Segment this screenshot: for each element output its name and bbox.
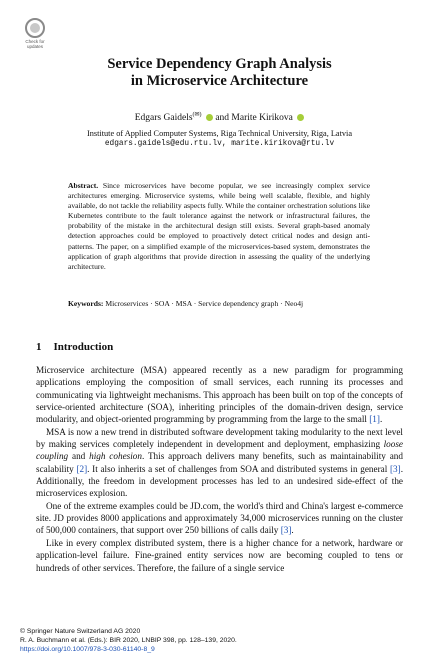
copyright: © Springer Nature Switzerland AG 2020 bbox=[20, 628, 141, 635]
abstract-label: Abstract. bbox=[68, 181, 99, 190]
title-line-2: in Microservice Architecture bbox=[130, 73, 309, 89]
publication-info: R. A. Buchmann et al. (Eds.): BIR 2020, LNBIP 398, pp. 128–139, 2020. bbox=[20, 637, 237, 644]
citation-link[interactable]: [3] bbox=[280, 525, 292, 536]
paragraph: MSA is now a new trend in distributed software development taking modularity to the next level by making services completely independent in development and deployment, emphasizing loose coupling and high cohesion. This approach delivers many benefits, such as maintainability and scalability [2]. It also inherits a set of challenges from SOA and distributed systems in general [3]. Additionally, the freedom in development processes has led to an undesired side-effect of the microservices explosion. bbox=[36, 426, 403, 499]
author-1-name: Edgars Gaidels bbox=[134, 113, 193, 124]
section-number: 1 bbox=[36, 341, 42, 353]
authors bbox=[0, 111, 439, 123]
paragraph: Like in every complex distributed system, there is a higher chance for a network, hardware or application-level failure. Fine-grained entity services now are becoming coupled to tens or hundreds of other services. Therefore, the failure of a single service bbox=[36, 537, 403, 573]
paragraph: Microservice architecture (MSA) appeared recently as a new paradigm for programming applications employing the composition of small services, each running its processes and communicating via lightweight mechanisms. This approach has been built on top of the concepts of service-oriented architecture (SOA), inheriting principles of the domain-driven design, service modularity, and object-oriented programming by programming from the large to the small [1]. bbox=[36, 365, 403, 425]
abstract bbox=[68, 181, 370, 272]
abstract-text: Since microservices have become popular, we see increasingly complex service architectures emerging. Microservice systems, while being well scalable, flexible, and highly available, do not tackle the reliability aspects fully. While the container orchestration solutions like Kubernetes contribute to the fault tolerance against the network or infrastructural failures, the probability of the mistake in the architectural design still exists. Several graph-based anomaly detection approaches could be employed to proactively detect critical nodes and design anti-patterns. The paper, on a simplified example of the microservices-based system, demonstrates the application of graph algorithms that provide direction in assessing the quality of the underlying architecture. bbox=[68, 181, 370, 271]
title-line-1: Service Dependency Graph Analysis bbox=[107, 56, 332, 72]
keywords-label: Keywords: bbox=[68, 299, 104, 308]
body-text bbox=[36, 364, 403, 574]
doi-link[interactable]: https://doi.org/10.1007/978-3-030-61140-8_9 bbox=[20, 646, 155, 653]
section-title: Introduction bbox=[53, 341, 114, 353]
paper-title bbox=[0, 56, 439, 90]
author-emails: edgars.gaidels@edu.rtu.lv, marite.kirikova@rtu.lv bbox=[104, 140, 335, 148]
keywords-text: Microservices · SOA · MSA · Service dependency graph · Neo4j bbox=[105, 299, 304, 308]
affiliation bbox=[0, 128, 439, 150]
paragraph: One of the extreme examples could be JD.com, the world's third and China's largest e-commerce site. JD provides 8000 applications and approximately 34,000 microservices running on the cluster of 500,000 containers, that support over 250 billions of calls daily [3]. bbox=[36, 500, 403, 536]
section-heading bbox=[36, 341, 113, 353]
corresponding-author-mark: (✉) bbox=[192, 112, 202, 118]
citation-link[interactable]: [2] bbox=[76, 463, 88, 474]
institute: Institute of Applied Computer Systems, Riga Technical University, Riga, Latvia bbox=[86, 129, 353, 138]
citation-link[interactable]: [3] bbox=[389, 463, 401, 474]
footer bbox=[20, 627, 420, 654]
author-conjunction: and bbox=[215, 113, 230, 124]
orcid-icon[interactable] bbox=[297, 114, 304, 121]
citation-link[interactable]: [1] bbox=[369, 414, 380, 425]
check-for-updates-badge[interactable] bbox=[22, 18, 48, 49]
keywords bbox=[68, 299, 370, 309]
orcid-icon[interactable] bbox=[206, 114, 213, 121]
check-for-updates-icon bbox=[25, 18, 45, 38]
badge-label: Check for updates bbox=[25, 39, 45, 49]
author-2-name: Marite Kirikova bbox=[231, 113, 293, 124]
